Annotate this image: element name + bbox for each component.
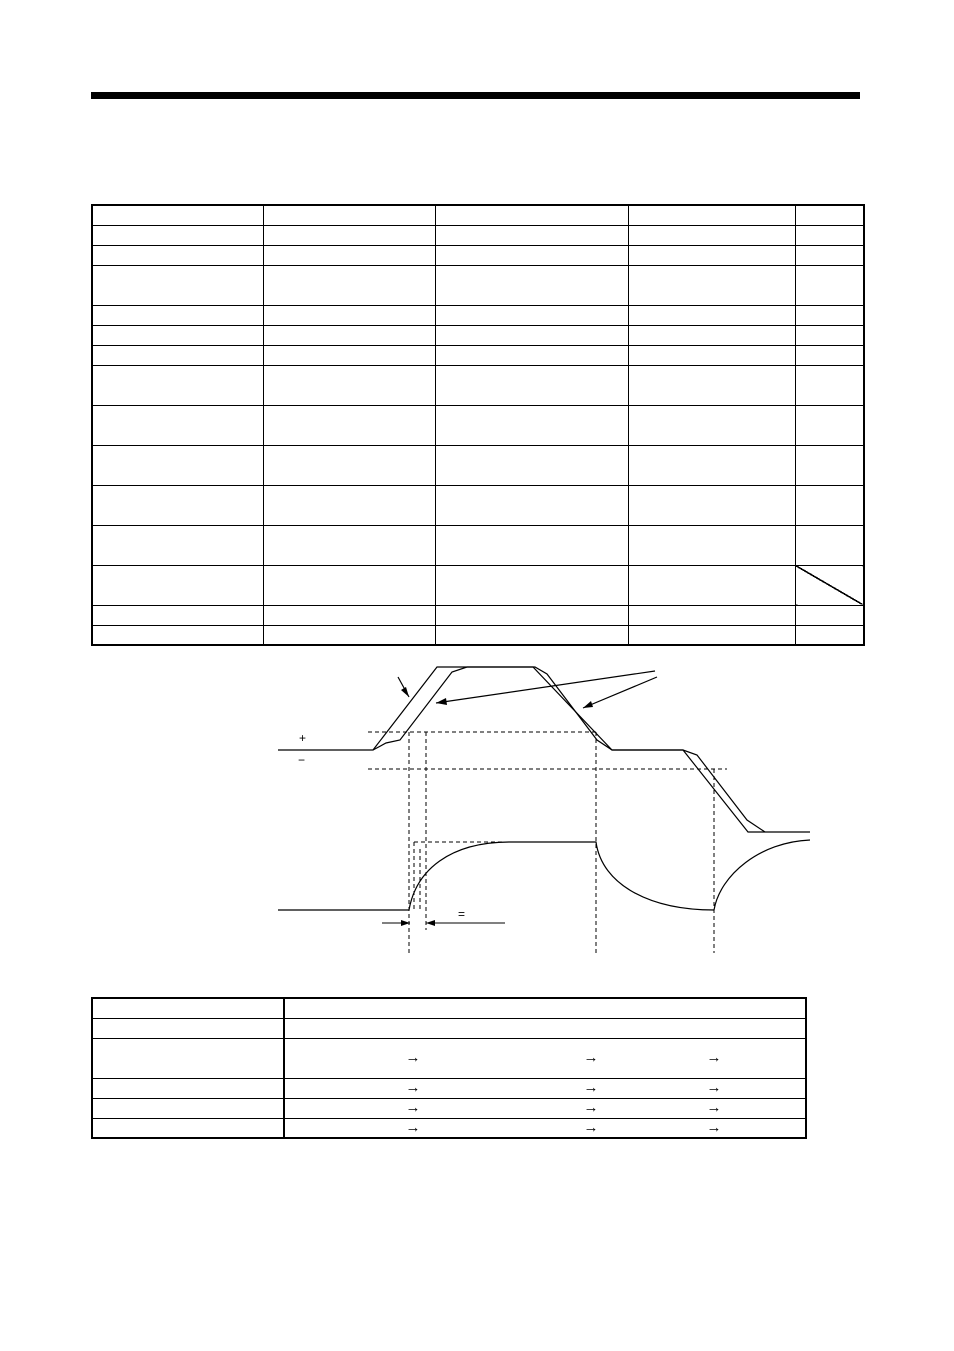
right-arrow-icon: → — [583, 1079, 599, 1097]
sequence-table — [91, 997, 807, 1139]
right-arrow-icon: → — [706, 1118, 722, 1136]
row-value — [284, 1118, 806, 1138]
right-arrow-icon: → — [706, 1099, 722, 1117]
right-arrow-icon: → — [405, 1118, 421, 1136]
actual-speed-curve — [373, 667, 765, 832]
arrowhead — [401, 687, 409, 697]
plus-sign: + — [299, 731, 307, 745]
right-arrow-icon: → — [583, 1118, 599, 1136]
row-label — [92, 998, 284, 1018]
response-curve — [278, 840, 810, 910]
row-value — [284, 1018, 806, 1038]
table-row — [92, 1078, 806, 1098]
right-arrow-icon: → — [405, 1079, 421, 1097]
row-value — [284, 1038, 806, 1078]
right-arrow-icon: → — [583, 1099, 599, 1117]
equals-sign: = — [458, 907, 466, 921]
leader-line — [436, 671, 655, 703]
table-row — [92, 1098, 806, 1118]
right-arrow-icon: → — [583, 1049, 599, 1067]
row-value — [284, 1098, 806, 1118]
row-value — [284, 998, 806, 1018]
table-row — [92, 1118, 806, 1138]
row-label — [92, 1098, 284, 1118]
row-label — [92, 1018, 284, 1038]
table-row — [92, 1038, 806, 1078]
row-label — [92, 1118, 284, 1138]
leader-line — [583, 677, 657, 708]
right-arrow-icon: → — [706, 1049, 722, 1067]
arrowhead — [583, 701, 593, 708]
table-row — [92, 998, 806, 1018]
minus-sign: − — [298, 753, 306, 767]
right-arrow-icon: → — [405, 1099, 421, 1117]
row-label — [92, 1038, 284, 1078]
right-arrow-icon: → — [405, 1049, 421, 1067]
row-value — [284, 1078, 806, 1098]
table-row — [92, 1018, 806, 1038]
right-arrow-icon: → — [706, 1079, 722, 1097]
command-speed-curve — [278, 667, 810, 832]
row-label — [92, 1078, 284, 1098]
arrowhead — [436, 698, 447, 705]
